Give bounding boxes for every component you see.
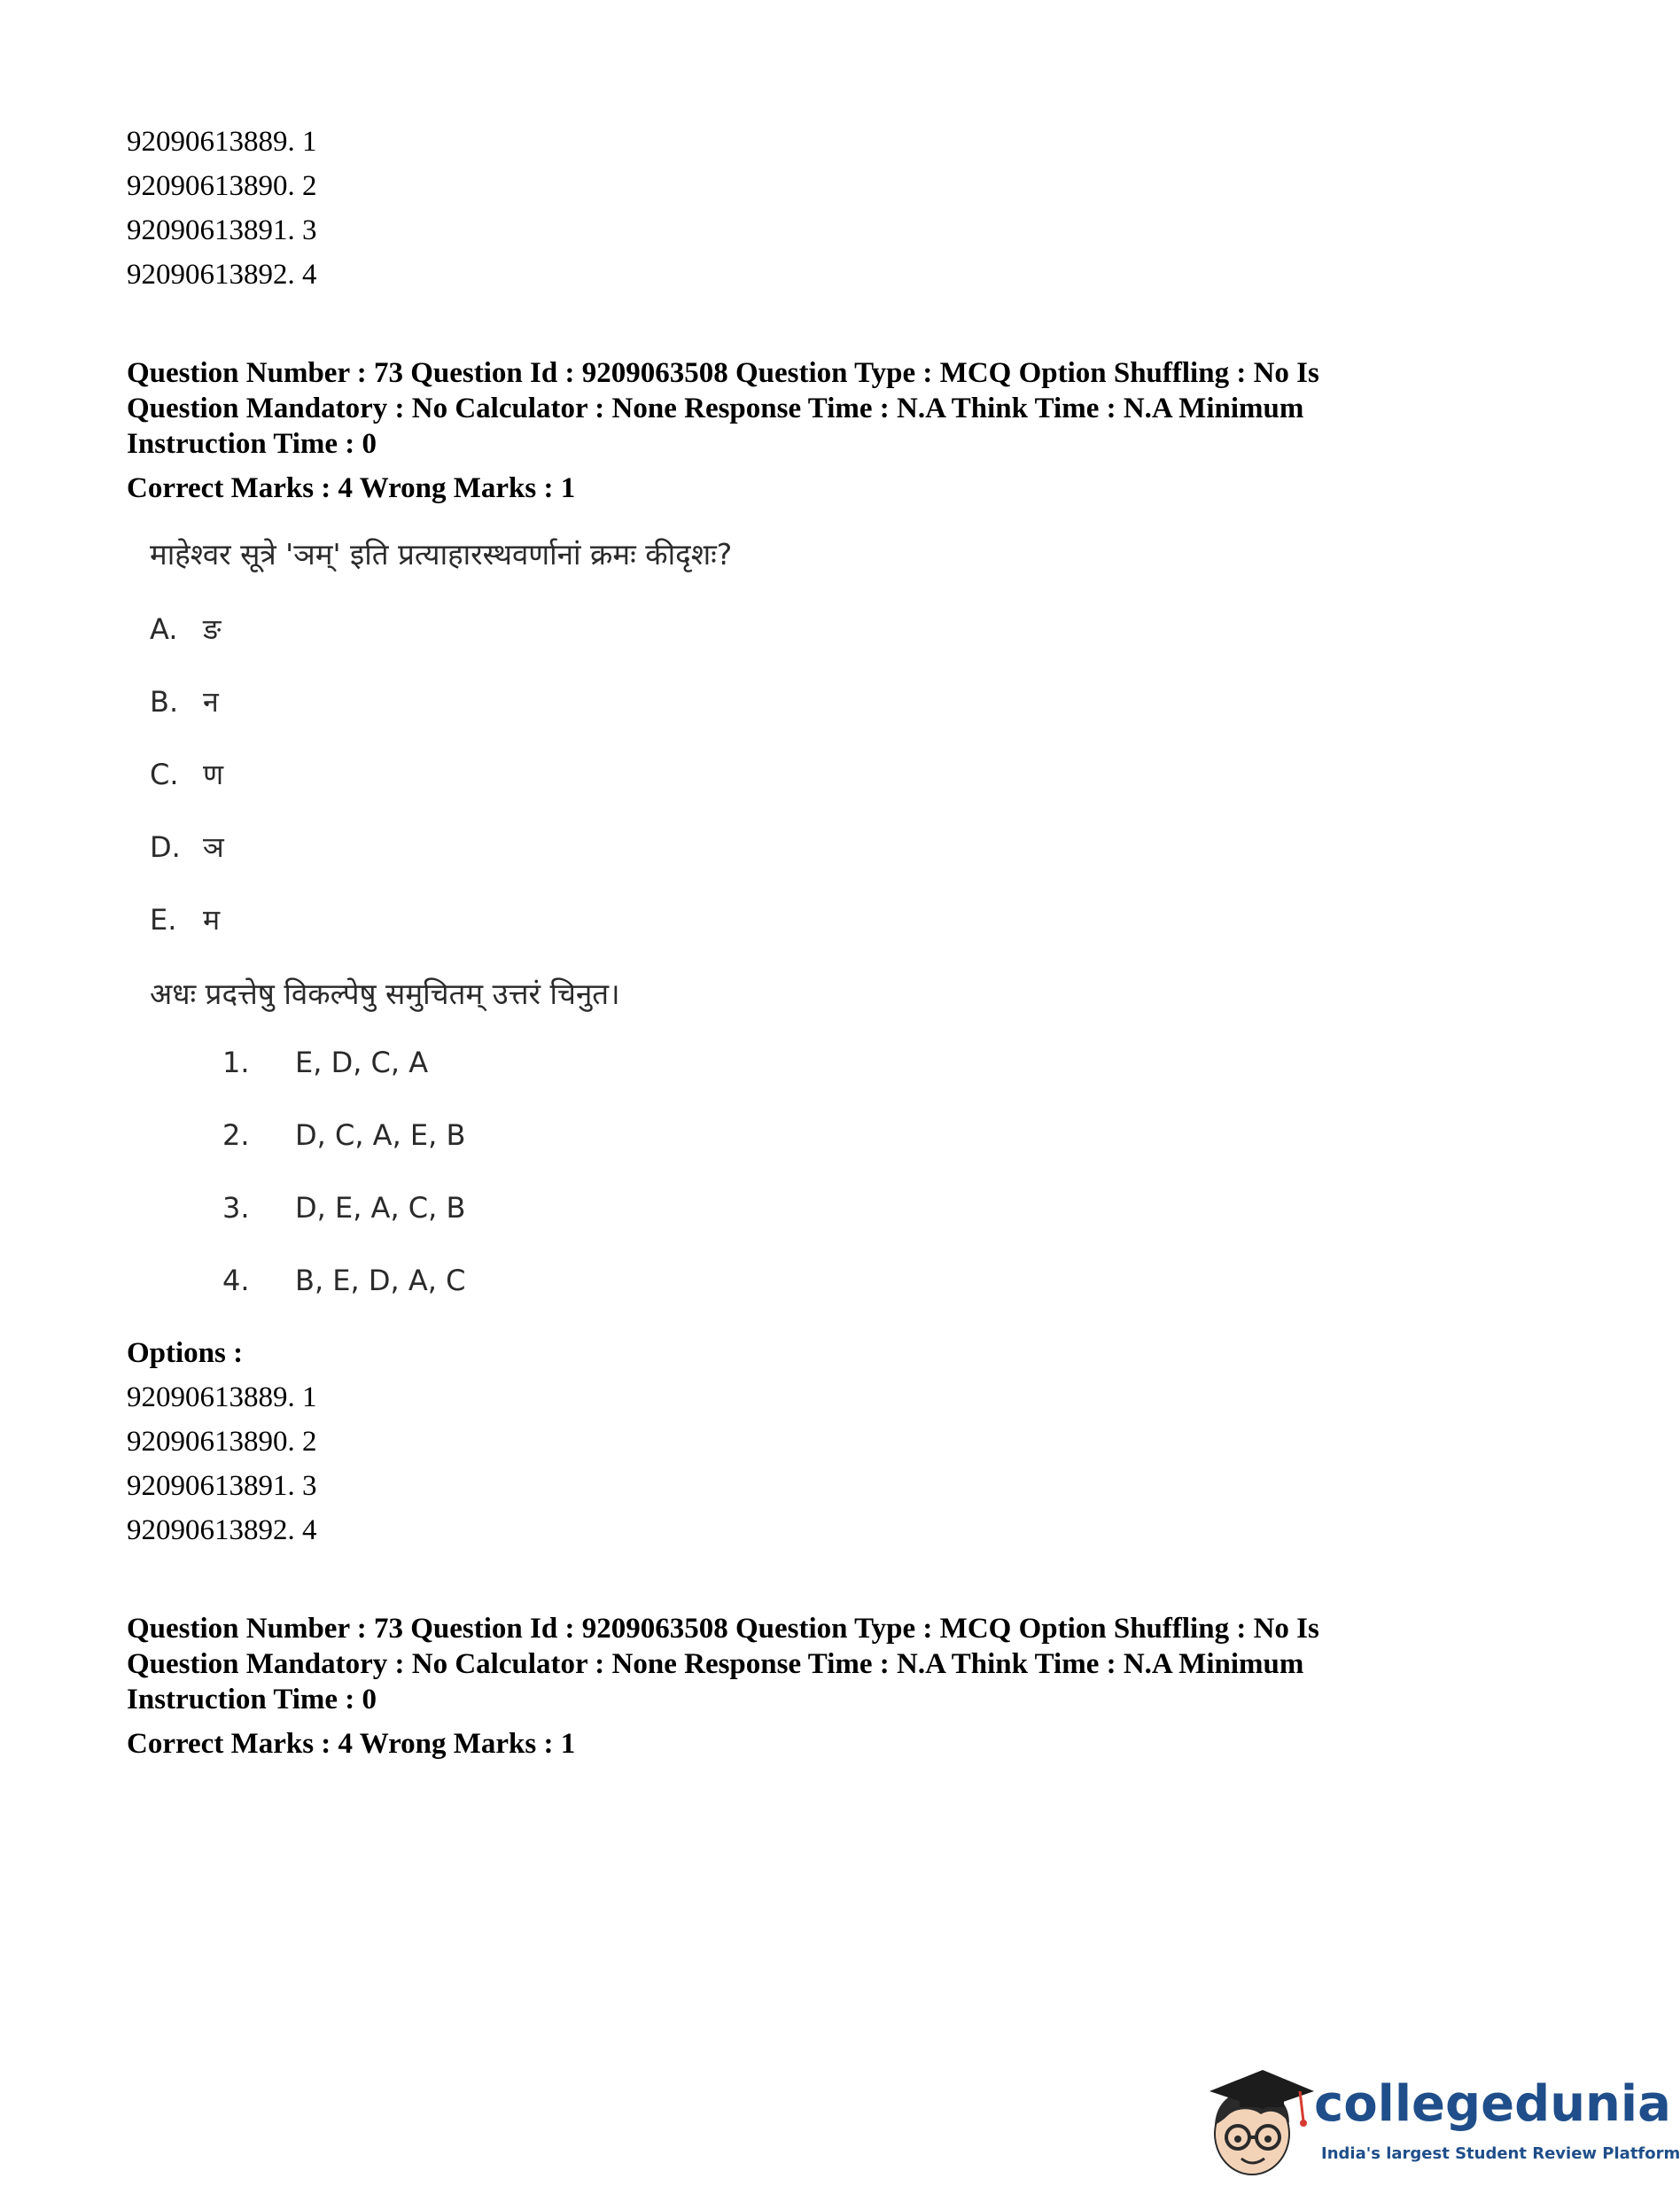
next-question-meta-line-3: Instruction Time : 0 [127, 1684, 377, 1716]
question-meta [127, 355, 1527, 462]
choice-value: D, E, A, C, B [295, 1191, 466, 1225]
item-value: ण [203, 758, 224, 791]
option-3: 92090613891. 3 [127, 1470, 317, 1502]
question-item-b [150, 682, 219, 720]
next-question-marks: Correct Marks : 4 Wrong Marks : 1 [127, 1728, 576, 1760]
question-instruction: अधः प्रदत्तेषु विकल्पेषु समुचितम् उत्तरं चिनुत। [150, 976, 620, 1011]
question-meta-line-3: Instruction Time : 0 [127, 428, 377, 460]
question-text: माहेश्वर सूत्रे 'ञम्' इति प्रत्याहारस्थवर्णानां क्रमः कीदृशः? [150, 537, 733, 572]
item-label: D. [150, 830, 181, 864]
item-label: B. [150, 685, 179, 719]
choice-number: 2. [222, 1118, 250, 1152]
option-4: 92090613892. 4 [127, 1514, 317, 1546]
question-meta-line-2: Question Mandatory : No Calculator : None Response Time : N.A Think Time : N.A Minimum [127, 393, 1304, 424]
answer-choice-1 [222, 1046, 428, 1079]
student-mascot-icon [1201, 2065, 1316, 2189]
question-item-a [150, 610, 221, 648]
choice-value: D, C, A, E, B [295, 1118, 466, 1152]
next-question-meta-line-2: Question Mandatory : No Calculator : None Response Time : N.A Think Time : N.A Minimum [127, 1648, 1304, 1680]
answer-choice-4 [222, 1264, 465, 1297]
item-value: म [203, 903, 221, 937]
choice-value: B, E, D, A, C [295, 1264, 466, 1297]
choice-number: 3. [222, 1191, 250, 1225]
question-meta-line-1: Question Number : 73 Question Id : 9209063508 Question Type : MCQ Option Shuffling : No Is [127, 357, 1319, 389]
choice-number: 4. [222, 1264, 250, 1297]
item-value: न [203, 685, 219, 719]
question-item-c [150, 755, 223, 793]
option-2: 92090613890. 2 [127, 1426, 317, 1458]
question-item-e [150, 900, 220, 938]
question-item-d [150, 828, 224, 866]
item-value: ङ [203, 612, 222, 646]
top-option-1: 92090613889. 1 [127, 126, 317, 158]
option-1: 92090613889. 1 [127, 1381, 317, 1413]
question-image [127, 525, 733, 1313]
choice-number: 1. [222, 1046, 250, 1079]
item-label: C. [150, 758, 179, 791]
answer-choice-2 [222, 1118, 465, 1152]
answer-choice-3 [222, 1191, 465, 1225]
top-option-4: 92090613892. 4 [127, 259, 317, 291]
collegedunia-logo [1201, 2065, 1680, 2189]
top-option-3: 92090613891. 3 [127, 214, 317, 246]
logo-wordmark: collegedunia [1314, 2075, 1671, 2133]
question-marks: Correct Marks : 4 Wrong Marks : 1 [127, 472, 576, 504]
logo-tagline: India's largest Student Review Platform [1321, 2144, 1680, 2163]
item-label: E. [150, 903, 177, 937]
item-label: A. [150, 612, 178, 646]
next-question-meta [127, 1611, 1527, 1717]
item-value: ञ [203, 830, 224, 864]
top-option-2: 92090613890. 2 [127, 170, 317, 202]
next-question-meta-line-1: Question Number : 73 Question Id : 9209063508 Question Type : MCQ Option Shuffling : No Is [127, 1613, 1319, 1645]
choice-value: E, D, C, A [295, 1046, 429, 1079]
options-heading: Options : [127, 1337, 244, 1369]
